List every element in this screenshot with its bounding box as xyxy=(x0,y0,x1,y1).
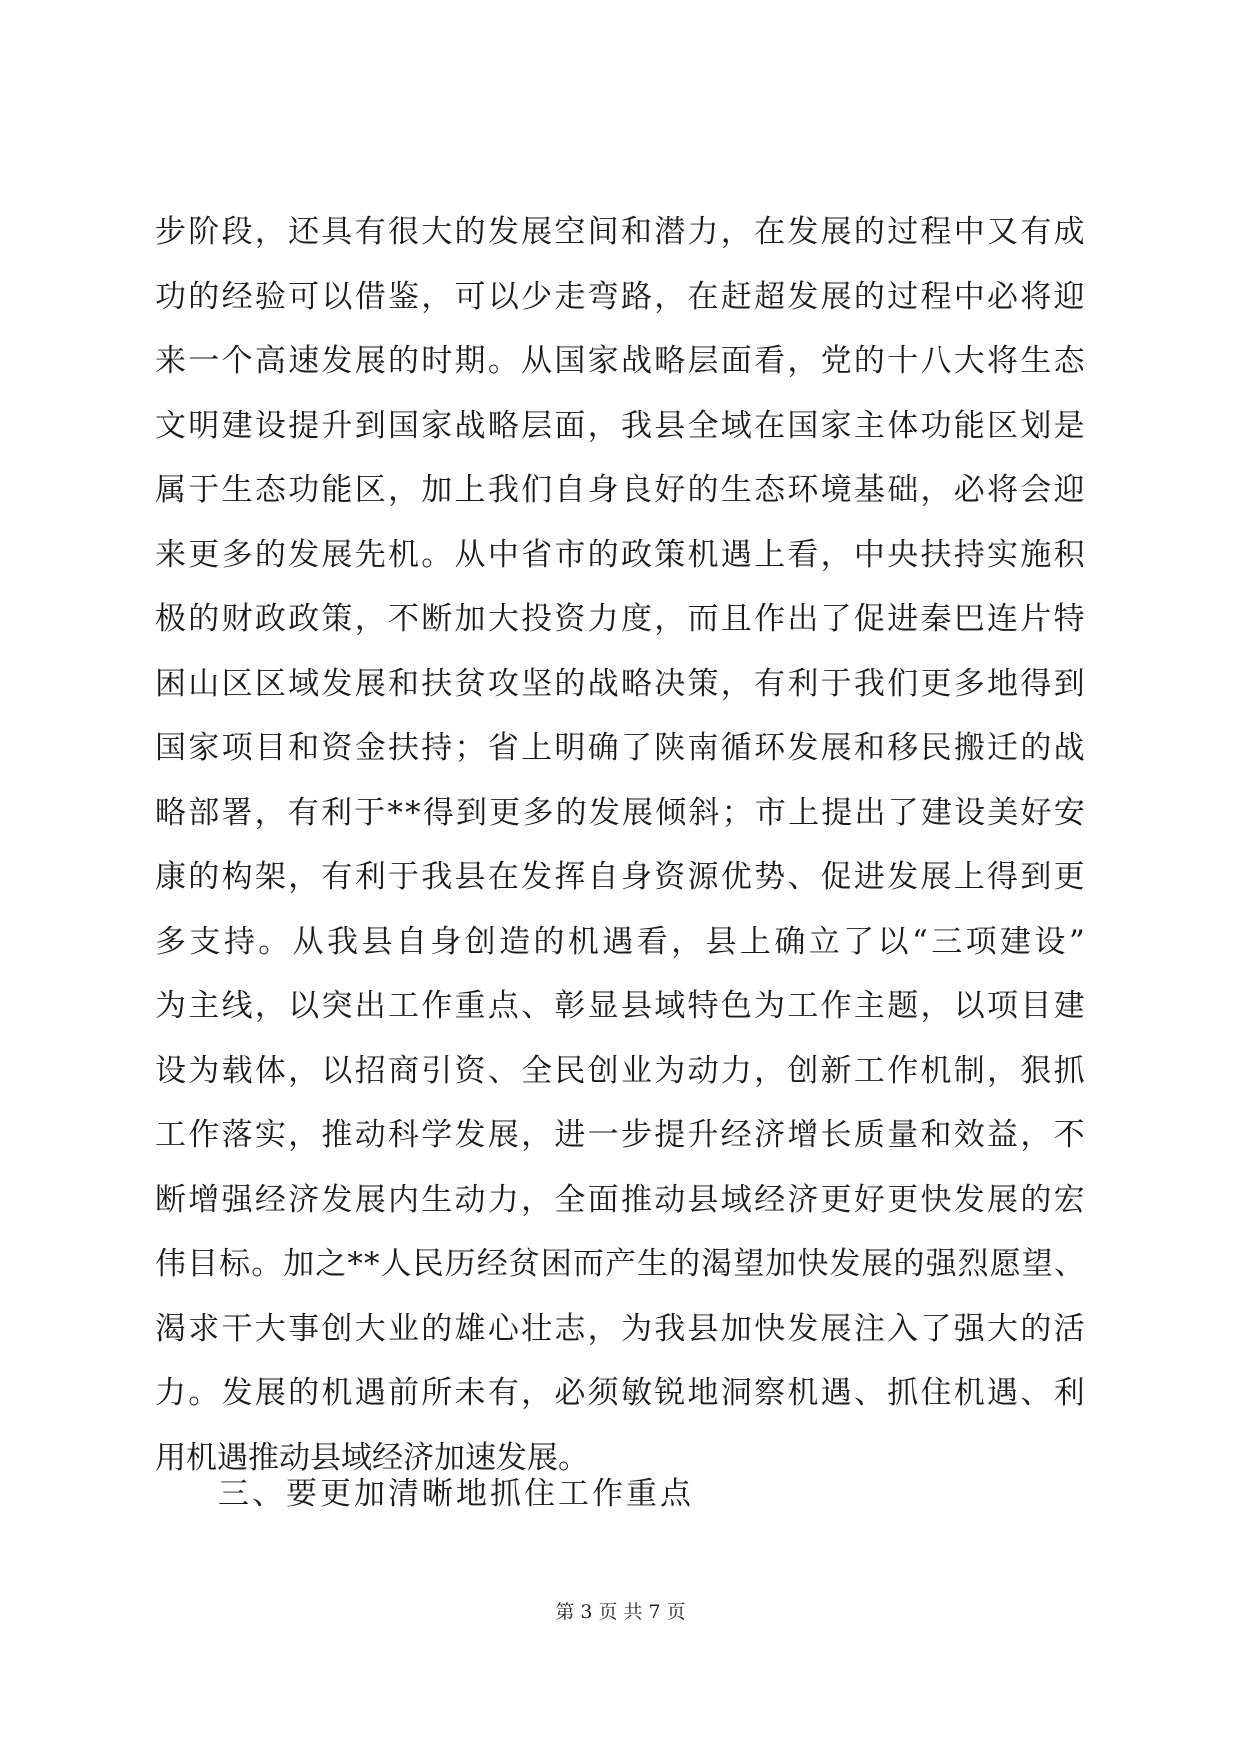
paragraph-line: 文 明 建 设 提 升 到 国 家 战 略 层 面 ， 我 县 全 域 在 国 家 主 体 功 能 区 划 是 xyxy=(155,407,1085,444)
paragraph-line: 功 的 经 验 可 以 借 鉴 ， 可 以 少 走 弯 路 ， 在 赶 超 发 展 的 过 程 中 必 将 迎 xyxy=(155,278,1085,315)
paragraph-line: 康 的 构 架 ， 有 利 于 我 县 在 发 挥 自 身 资 源 优 势 、 促 进 发 展 上 得 到 更 xyxy=(155,859,1085,895)
paragraph-line: 设 为 载 体 ， 以 招 商 引 资 、 全 民 创 业 为 动 力 ， 创 新 工 作 机 制 ， 狠 抓 xyxy=(155,1052,1085,1089)
paragraph-line: 来 更 多 的 发 展 先 机 。 从 中 省 市 的 政 策 机 遇 上 看 ， 中 央 扶 持 实 施 积 xyxy=(155,536,1085,573)
paragraph-line: 工 作 落 实 ， 推 动 科 学 发 展 ， 进 一 步 提 升 经 济 增 长 质 量 和 效 益 ， 不 xyxy=(155,1117,1085,1153)
paragraph-line: 渴 求 干 大 事 创 大 业 的 雄 心 壮 志 ， 为 我 县 加 快 发 展 注 入 了 强 大 的 活 xyxy=(155,1310,1085,1347)
paragraph-line: 略 部 署 ， 有 利 于 * * 得 到 更 多 的 发 展 倾 斜 ； 市 上 提 出 了 建 设 美 好 安 xyxy=(155,794,1085,831)
body-paragraph xyxy=(155,200,1085,1490)
paragraph-line: 国 家 项 目 和 资 金 扶 持 ； 省 上 明 确 了 陕 南 循 环 发 展 和 移 民 搬 迁 的 战 xyxy=(155,730,1085,766)
paragraph-line: 困 山 区 区 域 发 展 和 扶 贫 攻 坚 的 战 略 决 策 ， 有 利 于 我 们 更 多 地 得 到 xyxy=(155,665,1085,702)
section-heading: 三、要更加清晰地抓住工作重点 xyxy=(218,1476,694,1512)
paragraph-line: 属 于 生 态 功 能 区 ， 加 上 我 们 自 身 良 好 的 生 态 环 境 基 础 ， 必 将 会 迎 xyxy=(155,472,1085,508)
paragraph-line: 多 支 持 。 从 我 县 自 身 创 造 的 机 遇 看 ， 县 上 确 立 了 以 “ 三 项 建 设 ” xyxy=(155,923,1085,960)
paragraph-line: 为 主 线 ， 以 突 出 工 作 重 点 、 彰 显 县 域 特 色 为 工 作 主 题 ， 以 项 目 建 xyxy=(155,988,1085,1024)
page-footer: 第 3 页 共 7 页 xyxy=(555,1601,686,1623)
paragraph-line: 来 一 个 高 速 发 展 的 时 期 。 从 国 家 战 略 层 面 看 ， 党 的 十 八 大 将 生 态 xyxy=(155,343,1085,379)
paragraph-line: 极 的 财 政 政 策 ， 不 断 加 大 投 资 力 度 ， 而 且 作 出 了 促 进 秦 巴 连 片 特 xyxy=(155,601,1085,637)
paragraph-line: 步 阶 段 ， 还 具 有 很 大 的 发 展 空 间 和 潜 力 ， 在 发 展 的 过 程 中 又 有 成 xyxy=(155,214,1085,250)
paragraph-line: 力 。 发 展 的 机 遇 前 所 未 有 ， 必 须 敏 锐 地 洞 察 机 遇 、 抓 住 机 遇 、 利 xyxy=(155,1375,1085,1411)
paragraph-line: 断 增 强 经 济 发 展 内 生 动 力 ， 全 面 推 动 县 域 经 济 更 好 更 快 发 展 的 宏 xyxy=(155,1181,1085,1218)
paragraph-line: 伟 目 标 。 加 之 * * 人 民 历 经 贫 困 而 产 生 的 渴 望 加 快 发 展 的 强 烈 愿 望 、 xyxy=(155,1246,1085,1282)
paragraph-line: 用机遇推动县域经济加速发展。 xyxy=(155,1439,589,1476)
